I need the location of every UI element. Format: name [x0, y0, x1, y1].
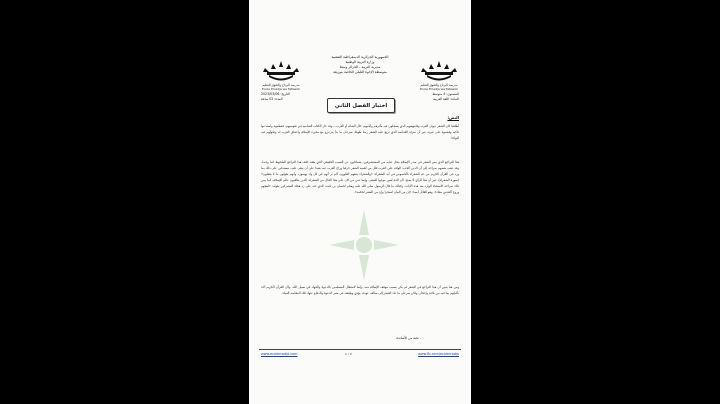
header-republic: الجمهورية الجزائرية الديمقراطية الشعبية [331, 55, 389, 59]
section-title-text: النص: [447, 115, 459, 120]
logo-left-caption-ar: مدرسة البرتاج والتفوق للتعليم [262, 83, 300, 87]
footer-website-link[interactable]: www.ecolerradja.com [261, 352, 298, 356]
text-paragraph-1: أطلقنا كان الشعر ديوان العرب وقاموسهم الذي يسجلون فيه مآثرهم وأيامهم، حال الشام أو العرب... وقد حار الكتاب الشامية في تقوسيهم، فعظموه واستدعوا ذاكيه وقيثموه على غيره، غير أن منزلة القداسة الذي تربع عليه الشعر زمنا طويلا، سرعان ما بدأ يتزعزع مع مجيء الإسلام واعتناق العرب له وتحولهم فيه أفواجا. [261, 124, 459, 141]
logo-right-caption [415, 84, 463, 91]
exam-date: التاريخ: 2023/03/06 [261, 92, 290, 96]
exam-subject: المادة: اللغة العربية [433, 96, 459, 101]
watermark-logo [319, 200, 409, 290]
header-directorate: مديرية التربية - الجزائر وسط [339, 64, 381, 69]
logo-left-caption-latin: Ecole Erradja wa Tafawok [261, 86, 301, 91]
exam-duration: المدة: 02 ساعة [261, 96, 283, 101]
logo-right-caption-latin: Ecole Erradja wa Tafawok [419, 86, 459, 91]
logo-right-caption-ar: مدرسة البرتاج والتفوق للتعليم [420, 83, 458, 87]
footer-page-number: 1 / 2 [345, 352, 352, 356]
header-ministry: وزارة التربية الوطنية [345, 59, 375, 64]
signoff: - نخبة من الأساتذة. [395, 336, 421, 340]
exam-meta-left [261, 92, 290, 101]
logo-left-caption [257, 84, 305, 91]
text-paragraph-2: هذا التراجع الذي مني الشعر في صدر الإسلام محل عناية من المستشرقين، يتساءلون عن السبب الحقيقي الذي يقف خلف هذا التراجع الملحوظ كما وجدنا، وقد ذهب بعضهم صراحة إلى أن الدين الجديد الوافد على العرب قلل من أهمية الشعر حرفيا وراح العرب عنه بعيدا على أن يبقى عليه، مستدلين على ذلك بما ورد في القرآن الكريم من ذم الشعراء بالخصوص في آية الشعراء: «والشعراء يتبعهم الغاوون، ألم تر أنهم في كل واد يهيمون، وأنهم يقولون ما لا يفعلون» (سورة الشعراء)، غير أن هذا الرأي لا يصح، لأن الذم ليس موجها للشعر، وإنما عني من كان على هذا الحال من الشعراء، الذين يعاقبون عالم الإسلام، كما يبين ذلك صراحة الاستثناء الوارد بعد هذه الآيات، وكذلك ما قال الرسول صلى الله عليه وسلم لحسان بن ثابت، الذي حثه على رد هجاء المشركين بقوله: «اهجهم وروح القدس معك»، وهو القائل أيضا: «إن من البيان لسحرا وإن من الشعر لحكمة». [261, 160, 459, 195]
exam-title: اختبار الفصل الثاني [327, 98, 395, 113]
footer-facebook-link[interactable]: www.fb.com/ecolerradja [418, 352, 459, 356]
text-paragraph-3: ومن هنا يتبين أن هذا التراجع في الشعر لم يكن بسبب موقف الإسلام منه، وإنما لانشغال المسلمين بالدعوة والجهاد في سبيل الله، ولأن القرآن الكريم أخذ بألبابهم بما فيه من بلاغة وإعجاز، ولكن سرعان ما عاد الشعر إلى سالف عهده، يؤدي وظيفته في نشر الدعوة والدفاع عنها، تلك المقاصد النبيلة. [261, 285, 459, 296]
exam-meta-right [432, 92, 459, 101]
exam-level: المستوى: 4 متوسط [432, 92, 459, 96]
header-school: متوسطة الإخوة التليلي الخاصة بنوزيعة [333, 69, 387, 74]
footer-divider [259, 349, 461, 350]
exam-page [249, 0, 471, 404]
official-header [313, 55, 407, 75]
